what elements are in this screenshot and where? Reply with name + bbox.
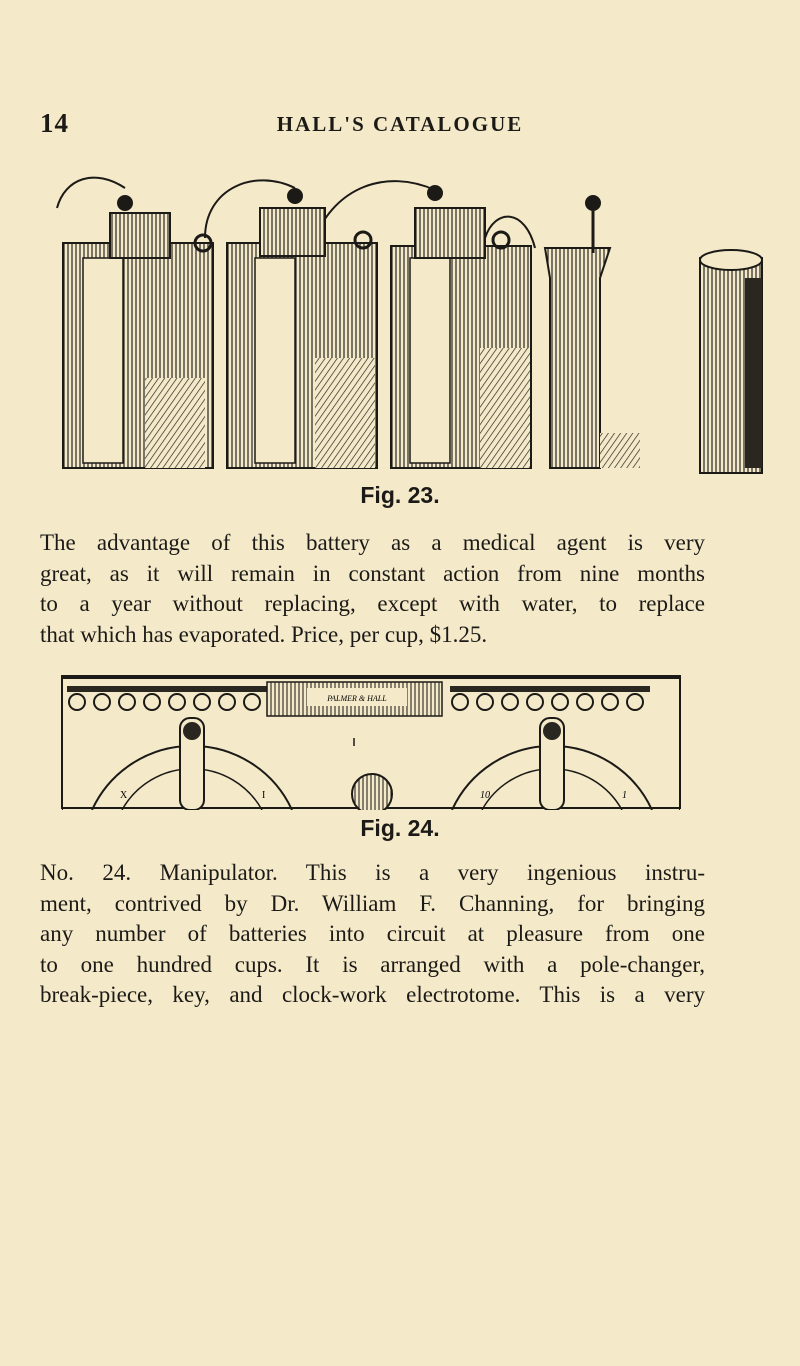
text-line: any number of batteries into circuit at pleasure from one <box>40 921 705 946</box>
running-title: HALL'S CATALOGUE <box>276 112 524 136</box>
text-line: The advantage of this battery as a medical agent is very <box>40 530 705 555</box>
right-dial <box>452 718 652 810</box>
text-line: to a year without replacing, except with water, to replace <box>40 591 705 616</box>
battery-description-paragraph <box>40 528 705 650</box>
left-dial <box>92 718 292 810</box>
text-line: that which has evaporated. Price, per cup, $1.25. <box>40 621 488 647</box>
page-header <box>40 108 760 144</box>
left-dial-label-i: I <box>262 790 266 801</box>
text-line: to one hundred cups. It is arranged with a pole-changer, <box>40 951 705 977</box>
maker-plate <box>267 682 442 716</box>
binding-posts-left <box>67 686 267 710</box>
manipulator-description-paragraph <box>40 858 705 1011</box>
figure-23-battery-illustration <box>55 168 775 488</box>
page-number: 14 <box>40 108 69 138</box>
text-line: break-piece, key, and clock-work electrotome. This is a very <box>40 982 705 1007</box>
right-dial-label-10: 10 <box>480 790 490 801</box>
maker-plate-text: PALMER & HALL <box>327 694 387 703</box>
battery-cell-3 <box>391 185 531 468</box>
manipulator-apparatus-drawn <box>62 676 680 810</box>
porous-cup <box>545 195 640 468</box>
figure-23-caption: Fig. 23. <box>360 482 440 508</box>
figure-24-caption: Fig. 24. <box>360 815 440 841</box>
left-dial-label-x: X <box>120 790 128 801</box>
pole-changer <box>352 738 392 810</box>
text-line: ment, contrived by Dr. William F. Channing, for bringing <box>40 890 705 916</box>
text-line: great, as it will remain in constant action from nine months <box>40 560 705 586</box>
text-line: No. 24. Manipulator. This is a very ingenious instru- <box>40 860 705 885</box>
zinc-cylinder <box>700 250 762 473</box>
binding-posts-right <box>450 686 650 710</box>
battery-cell-2 <box>227 188 377 468</box>
battery-cell-1 <box>63 195 213 468</box>
right-dial-label-1: 1 <box>622 790 627 801</box>
